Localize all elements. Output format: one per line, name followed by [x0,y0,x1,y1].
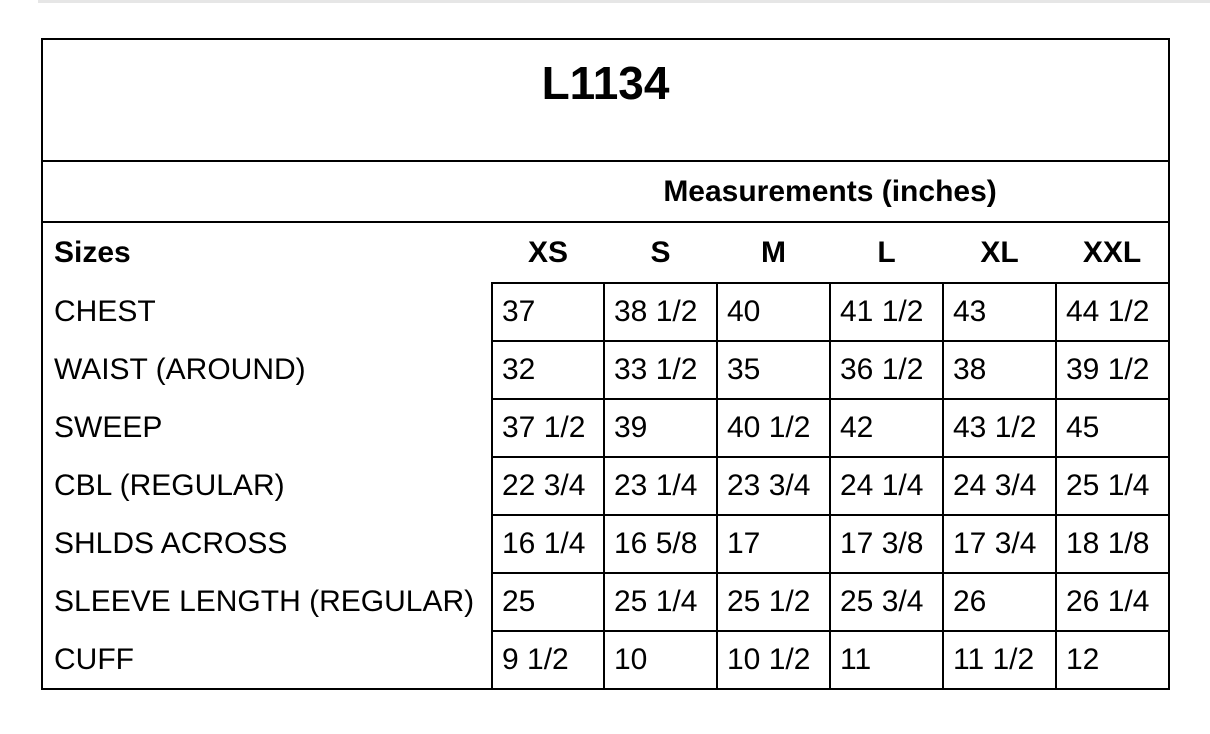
value-cell: 17 [717,515,830,573]
value-cell: 17 3/8 [830,515,943,573]
table-row [42,399,1169,457]
value-cell: 23 1/4 [604,457,717,515]
chart-title: L1134 [541,57,670,109]
row-label: CUFF [42,631,492,689]
size-header-xl: XL [980,235,1019,269]
value-cell: 12 [1056,631,1169,689]
value-cell: 33 1/2 [604,341,717,399]
value-cell: 39 1/2 [1056,341,1169,399]
row-label: CHEST [42,283,492,341]
value-cell: 11 1/2 [943,631,1056,689]
size-header-l: L [877,235,896,269]
value-cell: 35 [717,341,830,399]
value-cell: 16 1/4 [492,515,604,573]
value-cell: 25 1/4 [604,573,717,631]
measurements-row [42,161,1169,222]
value-cell: 25 1/2 [717,573,830,631]
value-cell: 39 [604,399,717,457]
value-cell: 23 3/4 [717,457,830,515]
value-cell: 42 [830,399,943,457]
measurements-spacer [42,161,492,222]
value-cell: 18 1/8 [1056,515,1169,573]
table-row [42,631,1169,689]
value-cell: 10 [604,631,717,689]
size-chart-table [41,38,1170,690]
sizes-label: Sizes [42,222,492,283]
value-cell: 25 3/4 [830,573,943,631]
measurements-label: Measurements (inches) [492,161,1169,222]
row-label: WAIST (AROUND) [42,341,492,399]
value-cell: 37 1/2 [492,399,604,457]
table-row [42,515,1169,573]
row-label: SLEEVE LENGTH (REGULAR) [42,573,492,631]
value-cell: 43 [943,283,1056,341]
value-cell: 26 [943,573,1056,631]
value-cell: 25 1/4 [1056,457,1169,515]
value-cell: 22 3/4 [492,457,604,515]
table-row [42,341,1169,399]
value-cell: 32 [492,341,604,399]
value-cell: 40 1/2 [717,399,830,457]
value-cell: 11 [830,631,943,689]
size-header-xxl: XXL [1056,222,1169,283]
value-cell: 36 1/2 [830,341,943,399]
size-header-m: M [761,235,786,269]
top-divider [38,0,1210,3]
value-cell: 38 1/2 [604,283,717,341]
value-cell: 37 [492,283,604,341]
table-row [42,457,1169,515]
value-cell: 44 1/2 [1056,283,1169,341]
value-cell: 45 [1056,399,1169,457]
size-header-xs: XS [527,235,569,269]
value-cell: 17 3/4 [943,515,1056,573]
row-label: SHLDS ACROSS [42,515,492,573]
title-cell [42,39,1169,161]
value-cell: 24 3/4 [943,457,1056,515]
size-header-s: S [650,235,671,269]
value-cell: 25 [492,573,604,631]
value-cell: 16 5/8 [604,515,717,573]
value-cell: 40 [717,283,830,341]
size-header-row [42,222,1169,283]
table-row [42,573,1169,631]
value-cell: 9 1/2 [492,631,604,689]
value-cell: 26 1/4 [1056,573,1169,631]
row-label: CBL (REGULAR) [42,457,492,515]
value-cell: 41 1/2 [830,283,943,341]
title-row [42,39,1169,161]
table-row [42,283,1169,341]
value-cell: 24 1/4 [830,457,943,515]
value-cell: 10 1/2 [717,631,830,689]
value-cell: 38 [943,341,1056,399]
row-label: SWEEP [42,399,492,457]
value-cell: 43 1/2 [943,399,1056,457]
